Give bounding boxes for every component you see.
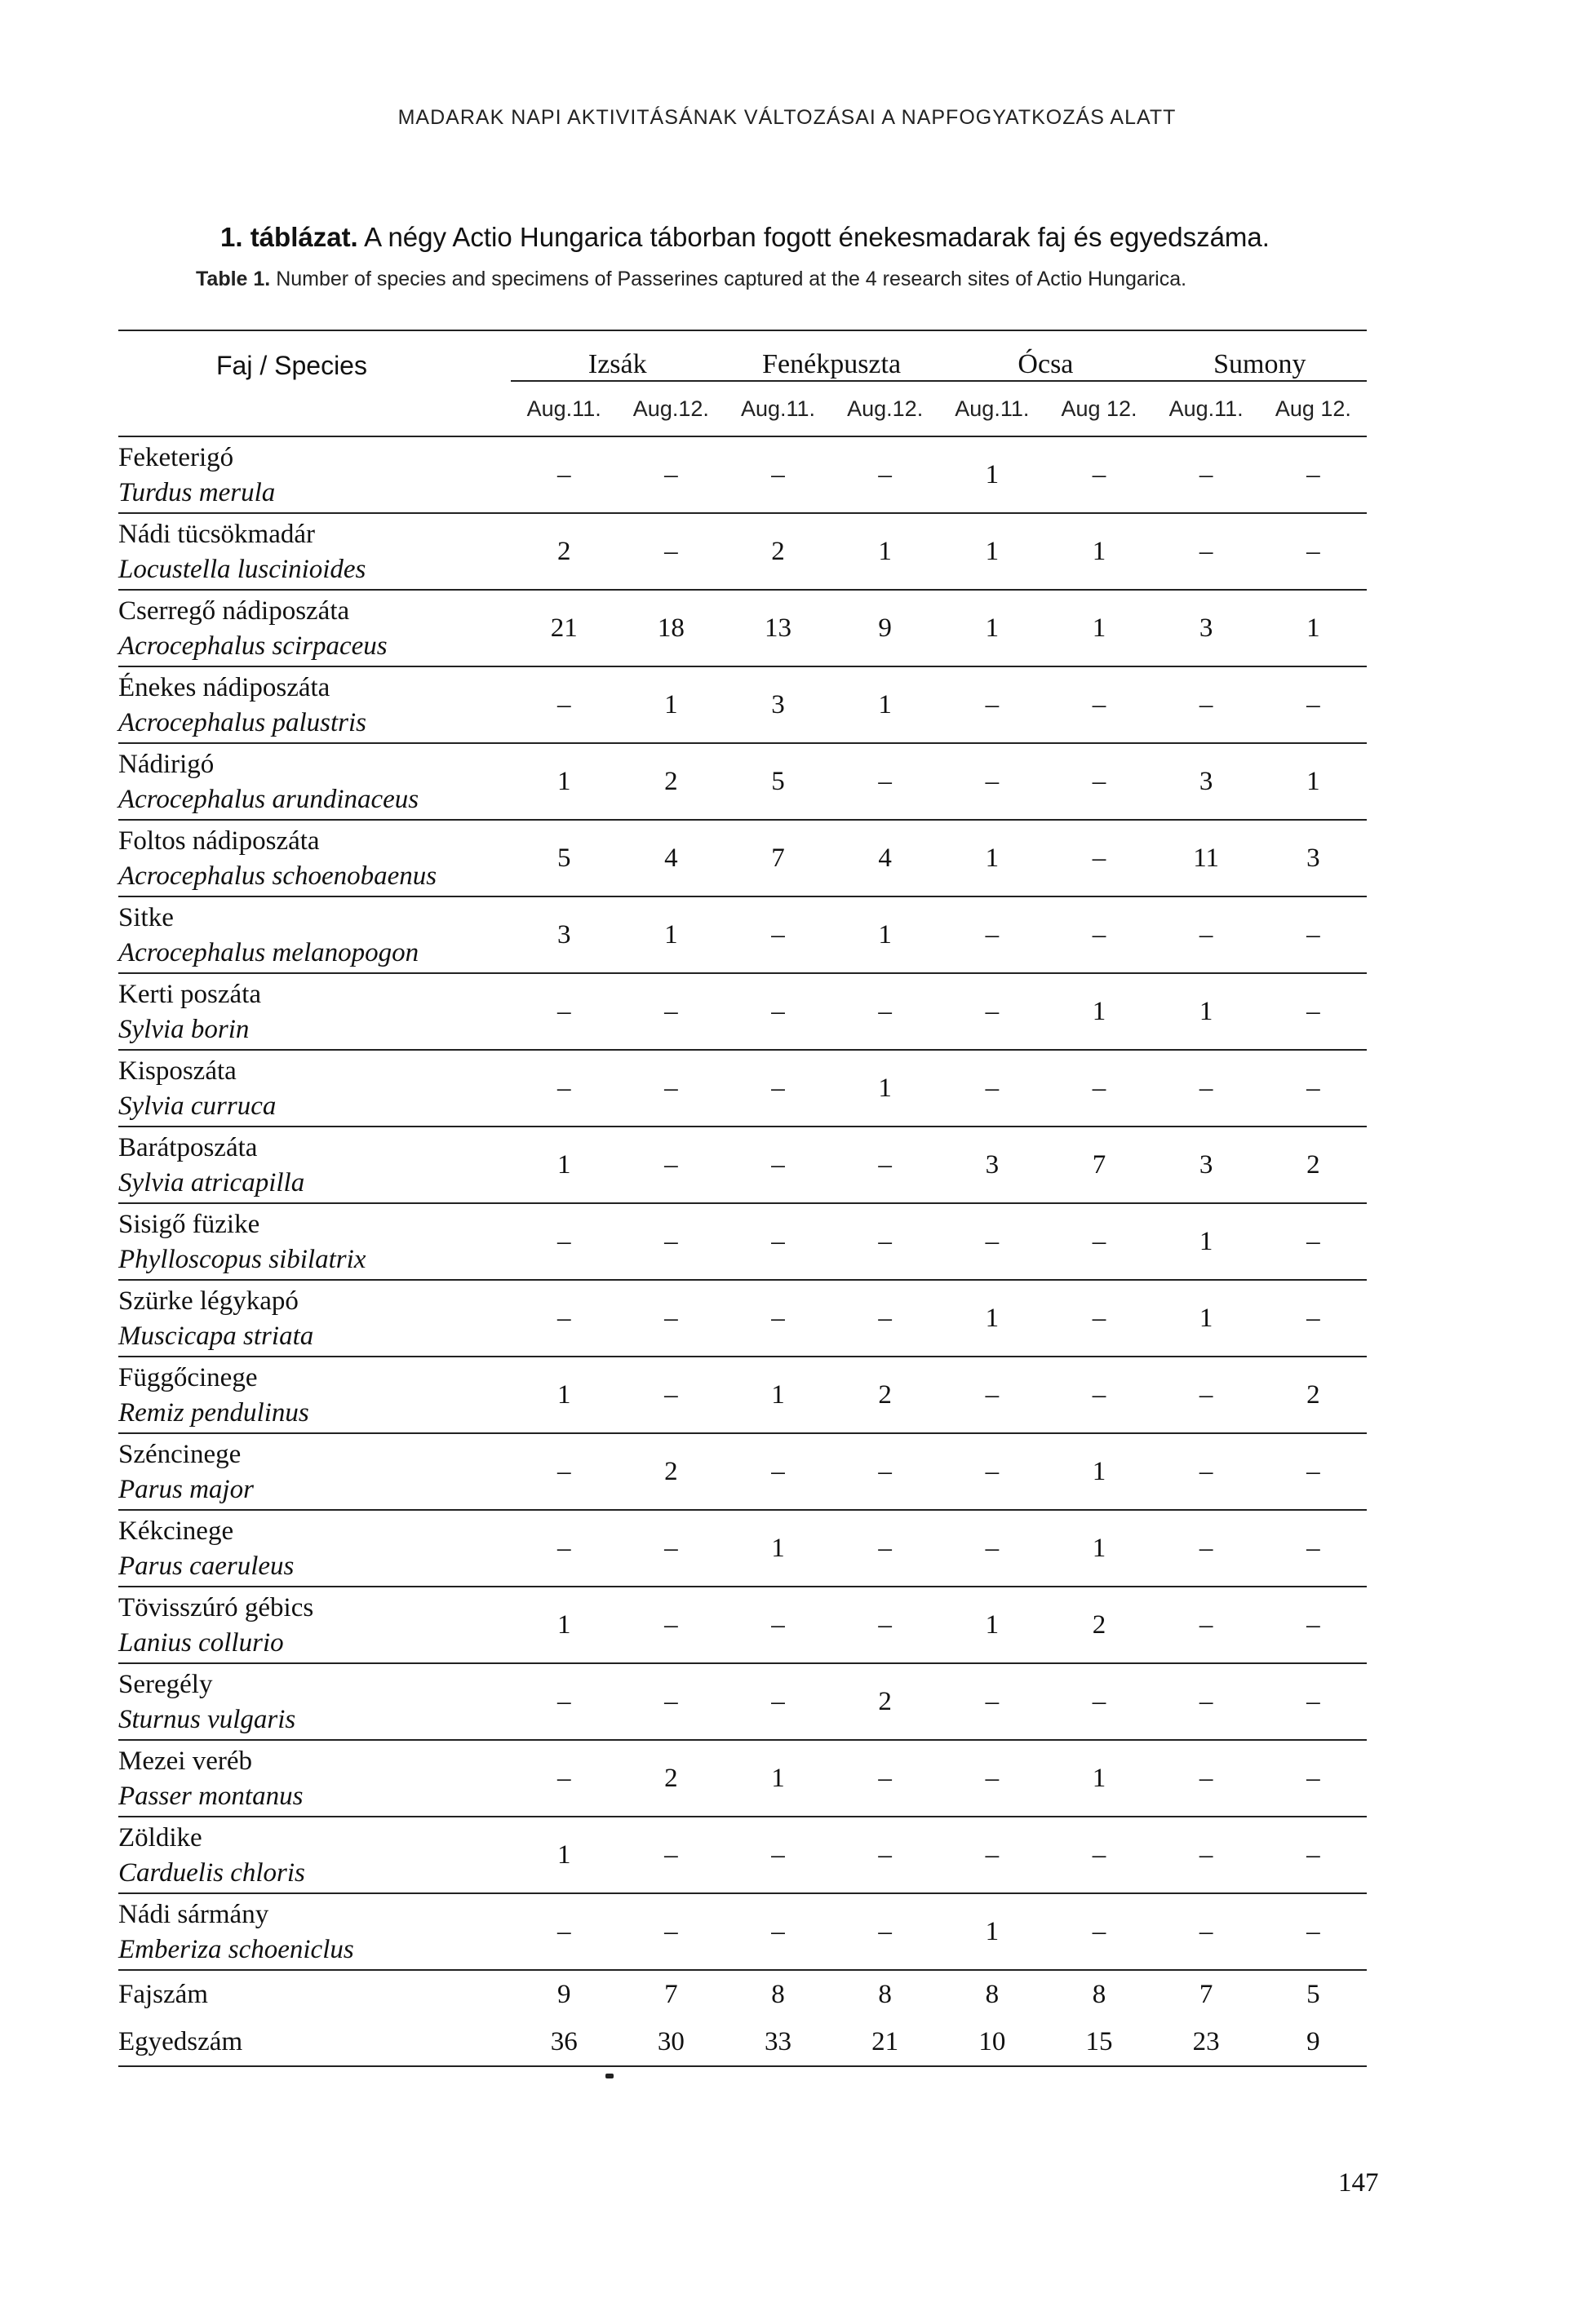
common-name: Seregély (118, 1670, 213, 1699)
count-cell: 1 (938, 590, 1045, 666)
count-cell: – (618, 1817, 725, 1893)
count-cell: – (1260, 1740, 1367, 1817)
date-header: Aug.12. (618, 381, 725, 436)
count-cell: – (1260, 1050, 1367, 1127)
count-cell: 3 (511, 896, 618, 973)
count-cell: – (1153, 896, 1260, 973)
count-cell: – (831, 1433, 938, 1510)
count-cell: 18 (618, 590, 725, 666)
count-cell: – (511, 1280, 618, 1357)
date-header: Aug.12. (831, 381, 938, 436)
count-cell: – (511, 1510, 618, 1587)
species-cell (118, 896, 511, 973)
count-cell: – (618, 513, 725, 590)
count-cell: – (618, 1357, 725, 1433)
common-name: Széncinege (118, 1440, 242, 1469)
count-cell: – (1153, 666, 1260, 743)
count-cell: 1 (511, 743, 618, 820)
species-cell (118, 1433, 511, 1510)
count-cell: – (725, 1587, 831, 1663)
count-cell: 9 (831, 590, 938, 666)
count-cell: – (1153, 1893, 1260, 1970)
count-cell: – (1045, 1663, 1152, 1740)
species-cell (118, 513, 511, 590)
count-cell: – (1045, 1203, 1152, 1280)
common-name: Barátposzáta (118, 1133, 258, 1162)
count-cell: – (831, 436, 938, 513)
count-cell: – (831, 1203, 938, 1280)
count-cell: – (1153, 436, 1260, 513)
count-cell: 3 (1260, 820, 1367, 896)
summary-row (118, 1970, 1367, 2018)
common-name: Kékcinege (118, 1516, 234, 1546)
count-cell: – (618, 1587, 725, 1663)
count-cell: 2 (1260, 1127, 1367, 1203)
count-cell: – (618, 436, 725, 513)
common-name: Cserregő nádiposzáta (118, 596, 350, 626)
table-row (118, 1203, 1367, 1280)
latin-name: Acrocephalus palustris (118, 708, 367, 737)
count-cell: – (1045, 1357, 1152, 1433)
count-cell: – (1260, 1280, 1367, 1357)
caption-label-hungarian: 1. táblázat. (220, 222, 358, 252)
count-cell: – (1045, 666, 1152, 743)
summary-cell: 8 (878, 1979, 892, 2009)
summary-cell: 10 (938, 2018, 1045, 2066)
date-header: Aug.11. (725, 381, 831, 436)
count-cell: – (511, 1050, 618, 1127)
table-row (118, 896, 1367, 973)
table-row (118, 436, 1367, 513)
count-cell: 2 (831, 1663, 938, 1740)
species-cell (118, 666, 511, 743)
count-cell: – (831, 743, 938, 820)
latin-name: Sylvia curruca (118, 1091, 277, 1121)
latin-name: Acrocephalus scirpaceus (118, 631, 388, 661)
count-cell: – (618, 1050, 725, 1127)
count-cell: – (938, 1510, 1045, 1587)
summary-cell: 15 (1045, 2018, 1152, 2066)
count-cell: – (725, 1893, 831, 1970)
summary-cell: 8 (1092, 1979, 1106, 2009)
table-row (118, 1663, 1367, 1740)
count-cell: – (938, 1663, 1045, 1740)
count-cell: 1 (1045, 590, 1152, 666)
count-cell: 5 (725, 743, 831, 820)
latin-name: Phylloscopus sibilatrix (118, 1245, 366, 1274)
site-header: Izsák (511, 330, 725, 381)
count-cell: – (1260, 666, 1367, 743)
latin-name: Acrocephalus melanopogon (118, 938, 419, 967)
common-name: Nádi sármány (118, 1900, 269, 1929)
count-cell: – (725, 896, 831, 973)
count-cell: – (938, 973, 1045, 1050)
common-name: Nádi tücsökmadár (118, 520, 316, 549)
date-header: Aug.11. (511, 381, 618, 436)
count-cell: – (1045, 1280, 1152, 1357)
table-row (118, 1587, 1367, 1663)
table-row (118, 1357, 1367, 1433)
count-cell: – (1153, 1510, 1260, 1587)
count-cell: 4 (618, 820, 725, 896)
count-cell: 1 (1045, 1740, 1152, 1817)
count-cell: – (1153, 1740, 1260, 1817)
count-cell: 1 (618, 666, 725, 743)
summary-label: Egyedszám (118, 2018, 511, 2066)
latin-name: Passer montanus (118, 1782, 304, 1811)
count-cell: – (1045, 1050, 1152, 1127)
caption-text-english: Number of species and specimens of Passerines captured at the 4 research sites of Actio Hungarica. (270, 268, 1187, 290)
common-name: Kerti poszáta (118, 980, 262, 1009)
count-cell: 1 (1153, 973, 1260, 1050)
count-cell: 21 (511, 590, 618, 666)
latin-name: Acrocephalus schoenobaenus (118, 861, 437, 891)
count-cell: – (725, 1280, 831, 1357)
summary-cell: 30 (618, 2018, 725, 2066)
count-cell: – (1260, 1587, 1367, 1663)
common-name: Szürke légykapó (118, 1286, 299, 1316)
common-name: Zöldike (118, 1823, 202, 1853)
count-cell: – (1260, 436, 1367, 513)
count-cell: 1 (511, 1127, 618, 1203)
count-cell: – (1153, 1433, 1260, 1510)
count-cell: – (938, 1817, 1045, 1893)
table-header (118, 330, 1367, 436)
count-cell: – (1260, 1893, 1367, 1970)
species-cell (118, 973, 511, 1050)
count-cell: 3 (1153, 590, 1260, 666)
count-cell: 11 (1153, 820, 1260, 896)
count-cell: 1 (831, 513, 938, 590)
count-cell: 5 (511, 820, 618, 896)
latin-name: Turdus merula (118, 478, 276, 507)
count-cell: 1 (1045, 973, 1152, 1050)
count-cell: – (831, 1510, 938, 1587)
count-cell: – (511, 973, 618, 1050)
count-cell: – (1260, 1817, 1367, 1893)
count-cell: 4 (831, 820, 938, 896)
count-cell: 1 (938, 1280, 1045, 1357)
table-row (118, 1817, 1367, 1893)
table-caption-hungarian (220, 222, 1270, 253)
summary-cell: 9 (1260, 2018, 1367, 2066)
count-cell: 3 (1153, 743, 1260, 820)
count-cell: – (725, 1127, 831, 1203)
count-cell: – (938, 1357, 1045, 1433)
summary-cell: 23 (1153, 2018, 1260, 2066)
count-cell: 3 (1153, 1127, 1260, 1203)
common-name: Sitke (118, 903, 174, 932)
count-cell: 2 (1045, 1587, 1152, 1663)
latin-name: Sylvia borin (118, 1015, 250, 1044)
table-row (118, 820, 1367, 896)
species-cell (118, 1280, 511, 1357)
count-cell: 1 (618, 896, 725, 973)
count-cell: – (725, 973, 831, 1050)
count-cell: – (618, 1663, 725, 1740)
count-cell: – (938, 1740, 1045, 1817)
species-cell (118, 1050, 511, 1127)
count-cell: 2 (618, 743, 725, 820)
caption-text-hungarian: A négy Actio Hungarica táborban fogott énekesmadarak faj és egyedszáma. (357, 222, 1270, 252)
summary-row (118, 2018, 1367, 2066)
count-cell: – (1153, 1817, 1260, 1893)
date-header: Aug 12. (1045, 381, 1152, 436)
count-cell: 1 (511, 1357, 618, 1433)
table-row (118, 1280, 1367, 1357)
species-cell (118, 590, 511, 666)
site-header-row (118, 330, 1367, 381)
site-header: Ócsa (938, 330, 1152, 381)
table-row (118, 1740, 1367, 1817)
common-name: Foltos nádiposzáta (118, 826, 320, 856)
species-cell (118, 1357, 511, 1433)
latin-name: Sylvia atricapilla (118, 1168, 305, 1197)
table-row (118, 1893, 1367, 1970)
count-cell: – (511, 436, 618, 513)
count-cell: – (511, 666, 618, 743)
table-row (118, 666, 1367, 743)
count-cell: – (938, 743, 1045, 820)
count-cell: – (1045, 436, 1152, 513)
count-cell: – (725, 1433, 831, 1510)
count-cell: 2 (618, 1433, 725, 1510)
count-cell: 1 (1153, 1203, 1260, 1280)
species-cell (118, 743, 511, 820)
common-name: Énekes nádiposzáta (118, 673, 330, 702)
species-cell (118, 1740, 511, 1817)
latin-name: Emberiza schoeniclus (118, 1935, 354, 1964)
latin-name: Muscicapa striata (118, 1321, 314, 1351)
count-cell: – (1153, 1663, 1260, 1740)
table-row (118, 1050, 1367, 1127)
count-cell: – (1260, 513, 1367, 590)
count-cell: – (725, 1203, 831, 1280)
count-cell: – (1260, 973, 1367, 1050)
count-cell: – (725, 1050, 831, 1127)
stray-print-mark (605, 2074, 614, 2078)
species-cell (118, 1663, 511, 1740)
summary-cell: 5 (1306, 1979, 1320, 2009)
count-cell: – (1045, 896, 1152, 973)
latin-name: Parus caeruleus (118, 1552, 295, 1581)
count-cell: – (1045, 1893, 1152, 1970)
count-cell: 1 (938, 1893, 1045, 1970)
count-cell: – (725, 436, 831, 513)
common-name: Függőcinege (118, 1363, 258, 1392)
date-header: Aug.11. (938, 381, 1045, 436)
species-cell (118, 1893, 511, 1970)
summary-cell: 33 (725, 2018, 831, 2066)
count-cell: – (1260, 1663, 1367, 1740)
summary-cell: 7 (1199, 1979, 1213, 2009)
count-cell: – (831, 1587, 938, 1663)
count-cell: 1 (831, 1050, 938, 1127)
species-cell (118, 1510, 511, 1587)
count-cell: – (618, 1203, 725, 1280)
common-name: Mezei veréb (118, 1746, 252, 1776)
count-cell: – (831, 1127, 938, 1203)
count-cell: – (831, 1740, 938, 1817)
count-cell: 2 (1260, 1357, 1367, 1433)
count-cell: – (511, 1663, 618, 1740)
latin-name: Remiz pendulinus (118, 1398, 309, 1428)
count-cell: 1 (938, 513, 1045, 590)
count-cell: 1 (725, 1740, 831, 1817)
date-header: Aug 12. (1260, 381, 1367, 436)
count-cell: 3 (725, 666, 831, 743)
summary-cell: 8 (771, 1979, 785, 2009)
caption-label-english: Table 1. (196, 268, 271, 290)
latin-name: Carduelis chloris (118, 1858, 305, 1888)
count-cell: – (938, 1203, 1045, 1280)
count-cell: 1 (831, 896, 938, 973)
species-cell (118, 1817, 511, 1893)
latin-name: Locustella luscinioides (118, 555, 366, 584)
count-cell: – (1045, 1817, 1152, 1893)
count-cell: 13 (725, 590, 831, 666)
table-caption-english (196, 268, 1186, 291)
count-cell: 1 (1045, 513, 1152, 590)
count-cell: – (1260, 896, 1367, 973)
species-column-header: Faj / Species (118, 330, 511, 381)
table-row (118, 590, 1367, 666)
count-cell: – (938, 1050, 1045, 1127)
common-name: Sisigő füzike (118, 1210, 260, 1239)
table-row (118, 1127, 1367, 1203)
count-cell: – (831, 1817, 938, 1893)
count-cell: – (938, 1433, 1045, 1510)
species-cell (118, 436, 511, 513)
count-cell: 3 (938, 1127, 1045, 1203)
count-cell: – (1260, 1433, 1367, 1510)
common-name: Tövisszúró gébics (118, 1593, 314, 1622)
count-cell: 1 (1045, 1510, 1152, 1587)
running-header: MADARAK NAPI AKTIVITÁSÁNAK VÁLTOZÁSAI A NAPFOGYATKOZÁS ALATT (397, 106, 1177, 129)
count-cell: – (618, 1127, 725, 1203)
summary-cell: 36 (511, 2018, 618, 2066)
latin-name: Sturnus vulgaris (118, 1705, 296, 1734)
species-cell (118, 1203, 511, 1280)
count-cell: – (511, 1740, 618, 1817)
species-table (118, 330, 1367, 2067)
count-cell: – (1045, 743, 1152, 820)
count-cell: – (831, 1280, 938, 1357)
count-cell: – (618, 1280, 725, 1357)
count-cell: 1 (1045, 1433, 1152, 1510)
count-cell: 2 (725, 513, 831, 590)
summary-cell: 8 (985, 1979, 1000, 2009)
table-row (118, 1433, 1367, 1510)
species-cell (118, 1587, 511, 1663)
latin-name: Lanius collurio (118, 1628, 284, 1658)
count-cell: – (1045, 820, 1152, 896)
common-name: Nádirigó (118, 750, 215, 779)
table-row (118, 1510, 1367, 1587)
latin-name: Acrocephalus arundinaceus (118, 785, 419, 814)
table-body (118, 436, 1367, 1970)
count-cell: 1 (938, 820, 1045, 896)
count-cell: 1 (1153, 1280, 1260, 1357)
count-cell: – (1153, 1050, 1260, 1127)
species-cell (118, 1127, 511, 1203)
count-cell: – (1153, 513, 1260, 590)
table-row (118, 973, 1367, 1050)
summary-cell: 21 (831, 2018, 938, 2066)
latin-name: Parus major (118, 1475, 254, 1504)
count-cell: 7 (1045, 1127, 1152, 1203)
count-cell: – (725, 1817, 831, 1893)
count-cell: – (511, 1433, 618, 1510)
site-header: Sumony (1153, 330, 1367, 381)
count-cell: – (511, 1203, 618, 1280)
summary-cell: 9 (556, 1979, 571, 2009)
species-cell (118, 820, 511, 896)
count-cell: – (511, 1893, 618, 1970)
count-cell: – (618, 1510, 725, 1587)
date-header-spacer (118, 381, 511, 436)
common-name: Feketerigó (118, 443, 234, 472)
table-row (118, 513, 1367, 590)
date-header-row (118, 381, 1367, 436)
count-cell: 1 (725, 1357, 831, 1433)
count-cell: – (725, 1663, 831, 1740)
count-cell: – (938, 666, 1045, 743)
count-cell: – (1153, 1357, 1260, 1433)
date-header: Aug.11. (1153, 381, 1260, 436)
count-cell: 2 (618, 1740, 725, 1817)
count-cell: 7 (725, 820, 831, 896)
summary-label: Fajszám (118, 1979, 208, 2009)
count-cell: – (938, 896, 1045, 973)
count-cell: – (1260, 1203, 1367, 1280)
summary-cell: 7 (664, 1979, 678, 2009)
count-cell: 1 (725, 1510, 831, 1587)
count-cell: 2 (511, 513, 618, 590)
count-cell: – (618, 973, 725, 1050)
count-cell: 1 (1260, 743, 1367, 820)
count-cell: 2 (831, 1357, 938, 1433)
count-cell: – (831, 1893, 938, 1970)
count-cell: 1 (831, 666, 938, 743)
count-cell: – (1153, 1587, 1260, 1663)
count-cell: 1 (938, 1587, 1045, 1663)
count-cell: – (831, 973, 938, 1050)
count-cell: – (1260, 1510, 1367, 1587)
table-summary (118, 1970, 1367, 2066)
count-cell: – (618, 1893, 725, 1970)
count-cell: 1 (511, 1817, 618, 1893)
common-name: Kisposzáta (118, 1056, 237, 1086)
count-cell: 1 (511, 1587, 618, 1663)
site-header: Fenékpuszta (725, 330, 938, 381)
count-cell: 1 (938, 436, 1045, 513)
page-number: 147 (1338, 2168, 1379, 2198)
count-cell: 1 (1260, 590, 1367, 666)
table-row (118, 743, 1367, 820)
